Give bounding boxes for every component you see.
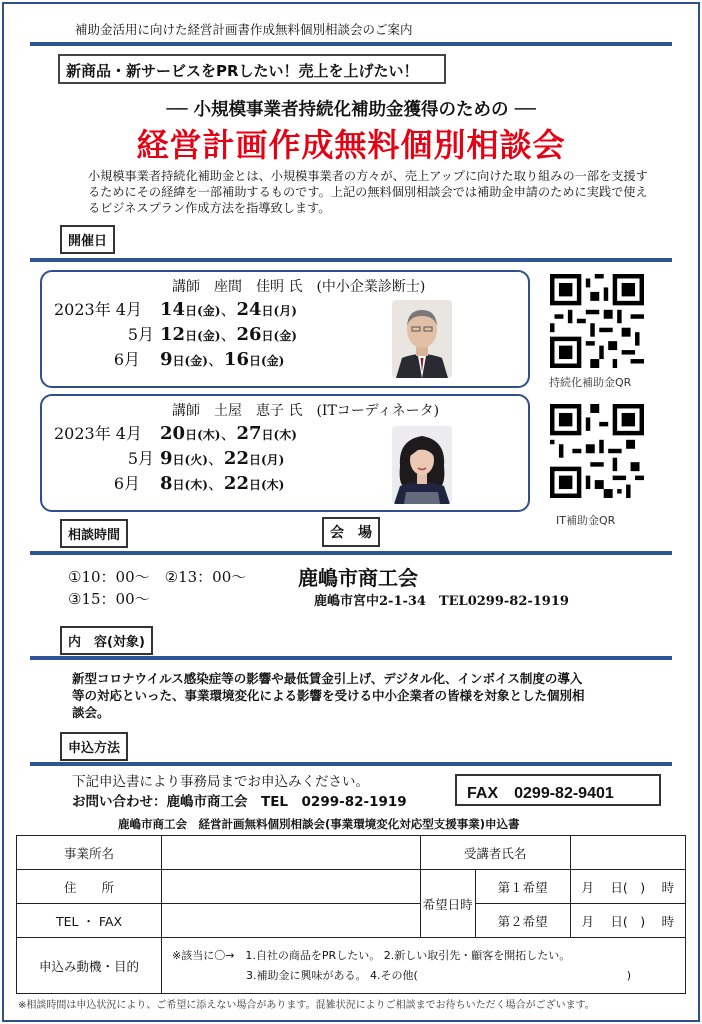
tel-fax-label: TEL ・ FAX [17,904,162,938]
fax-box: FAX 0299-82-9401 [455,774,661,806]
instructor2-dates [54,422,297,497]
qr-caption-jizokuka: 持続化補助金QR [549,376,632,389]
preferred-label: 希望日時 [420,870,475,938]
footnote: ※相談時間は申込状況により、ご希望に添えない場合があります。混雑状況によりご相談までお待ちいただく場合がございます。 [18,1000,595,1011]
content-rule [30,656,672,660]
time-line: ③15：00～ [68,590,150,608]
business-name-field[interactable] [162,836,421,870]
qr-code-it[interactable] [550,404,644,498]
instructor1-name: 講師 座間 佳明 氏 (中小企業診断士) [172,279,426,295]
instructor1-dates [54,298,297,373]
tagline-box: 新商品・新サービスをPRしたい！売上を上げたい！ [58,54,446,84]
subtitle: ── 小規模事業者持続化補助金獲得のための ── [166,100,536,120]
content-label: 内 容(対象) [60,626,153,655]
address-label: 住 所 [17,870,162,904]
content-text: 新型コロナウイルス感染症等の影響や最低賃金引上げ、デジタル化、インボイス制度の導入等の対応といった、事業環境変化による影響を受ける中小企業者の皆様を対象とした個別相談会。 [72,671,585,720]
instructor1-panel [40,270,530,388]
venue-label: 会 場 [322,517,380,547]
qr-caption-it: IT補助金QR [556,514,616,527]
motive-line: ※該当に〇→ 1.自社の商品をPRしたい。 2.新しい取引先・顧客を開拓したい。 [172,948,571,962]
instructor2-name: 講師 土屋 恵子 氏 (ITコーディネータ) [172,403,440,419]
form-title: 鹿嶋市商工会 経営計画無料個別相談会(事業環境変化対応型支援事業)申込書 [118,817,520,831]
address-field[interactable] [162,870,421,904]
page-title: 経営計画作成無料個別相談会 [136,126,566,164]
venue-address: 鹿嶋市宮中2-1-34 TEL0299-82-1919 [314,594,569,609]
top-rule [30,42,672,46]
apply-rule [30,762,672,766]
second-choice-field[interactable]: 月 日( ) 時 [570,904,685,938]
instructor1-photo [392,300,452,378]
apply-label: 申込方法 [60,732,128,761]
motive-options[interactable] [162,938,686,994]
date-row: 5月 12日(金)、26日(金) [127,324,297,345]
time-line: ①10：00～ ②13：00～ [68,568,247,586]
attendee-field[interactable] [570,836,685,870]
consult-times [68,566,246,610]
venue-name: 鹿嶋市商工会 [298,566,418,590]
date-row: 6月 9日(金)、16日(金) [113,349,285,370]
application-form [16,835,686,994]
dates-rule [30,258,672,262]
apply-instruction: 下記申込書により事務局までお申込みください。 [72,774,369,790]
business-name-label: 事業所名 [17,836,162,870]
time-rule [30,551,672,555]
first-choice-label: 第１希望 [475,870,570,904]
motive-label: 申込み動機・目的 [17,938,162,994]
instructor2-photo [392,426,452,504]
first-choice-field[interactable]: 月 日( ) 時 [570,870,685,904]
time-label: 相談時間 [60,519,128,548]
date-row: 2023年 4月 14日(金)、24日(月) [54,299,297,320]
tel-fax-field[interactable] [162,904,421,938]
date-row: 6月 8日(木)、22日(木) [113,473,285,494]
date-row: 2023年 4月 20日(木)、27日(木) [54,423,297,444]
motive-line: 3.補助金に興味がある。 4.その他( ) [246,968,632,982]
instructor2-panel [40,394,530,512]
qr-code-jizokuka[interactable] [550,274,644,368]
attendee-label: 受講者氏名 [420,836,570,870]
apply-contact: お問い合わせ：鹿嶋市商工会 TEL 0299-82-1919 [72,794,407,810]
intro-text: 小規模事業者持続化補助金とは、小規模事業者の方々が、売上アップに向けた取り組みの一部を支援するためにその経緯を一部補助するものです。上記の無料個別相談会では補助金申請のために実践で使えるビジネスプラン作成方法を指導致します。 [88,169,648,215]
second-choice-label: 第２希望 [475,904,570,938]
dates-label: 開催日 [60,225,115,254]
header-notice: 補助金活用に向けた経営計画書作成無料個別相談会のご案内 [75,22,413,37]
date-row: 5月 9日(火)、22日(月) [127,448,285,469]
